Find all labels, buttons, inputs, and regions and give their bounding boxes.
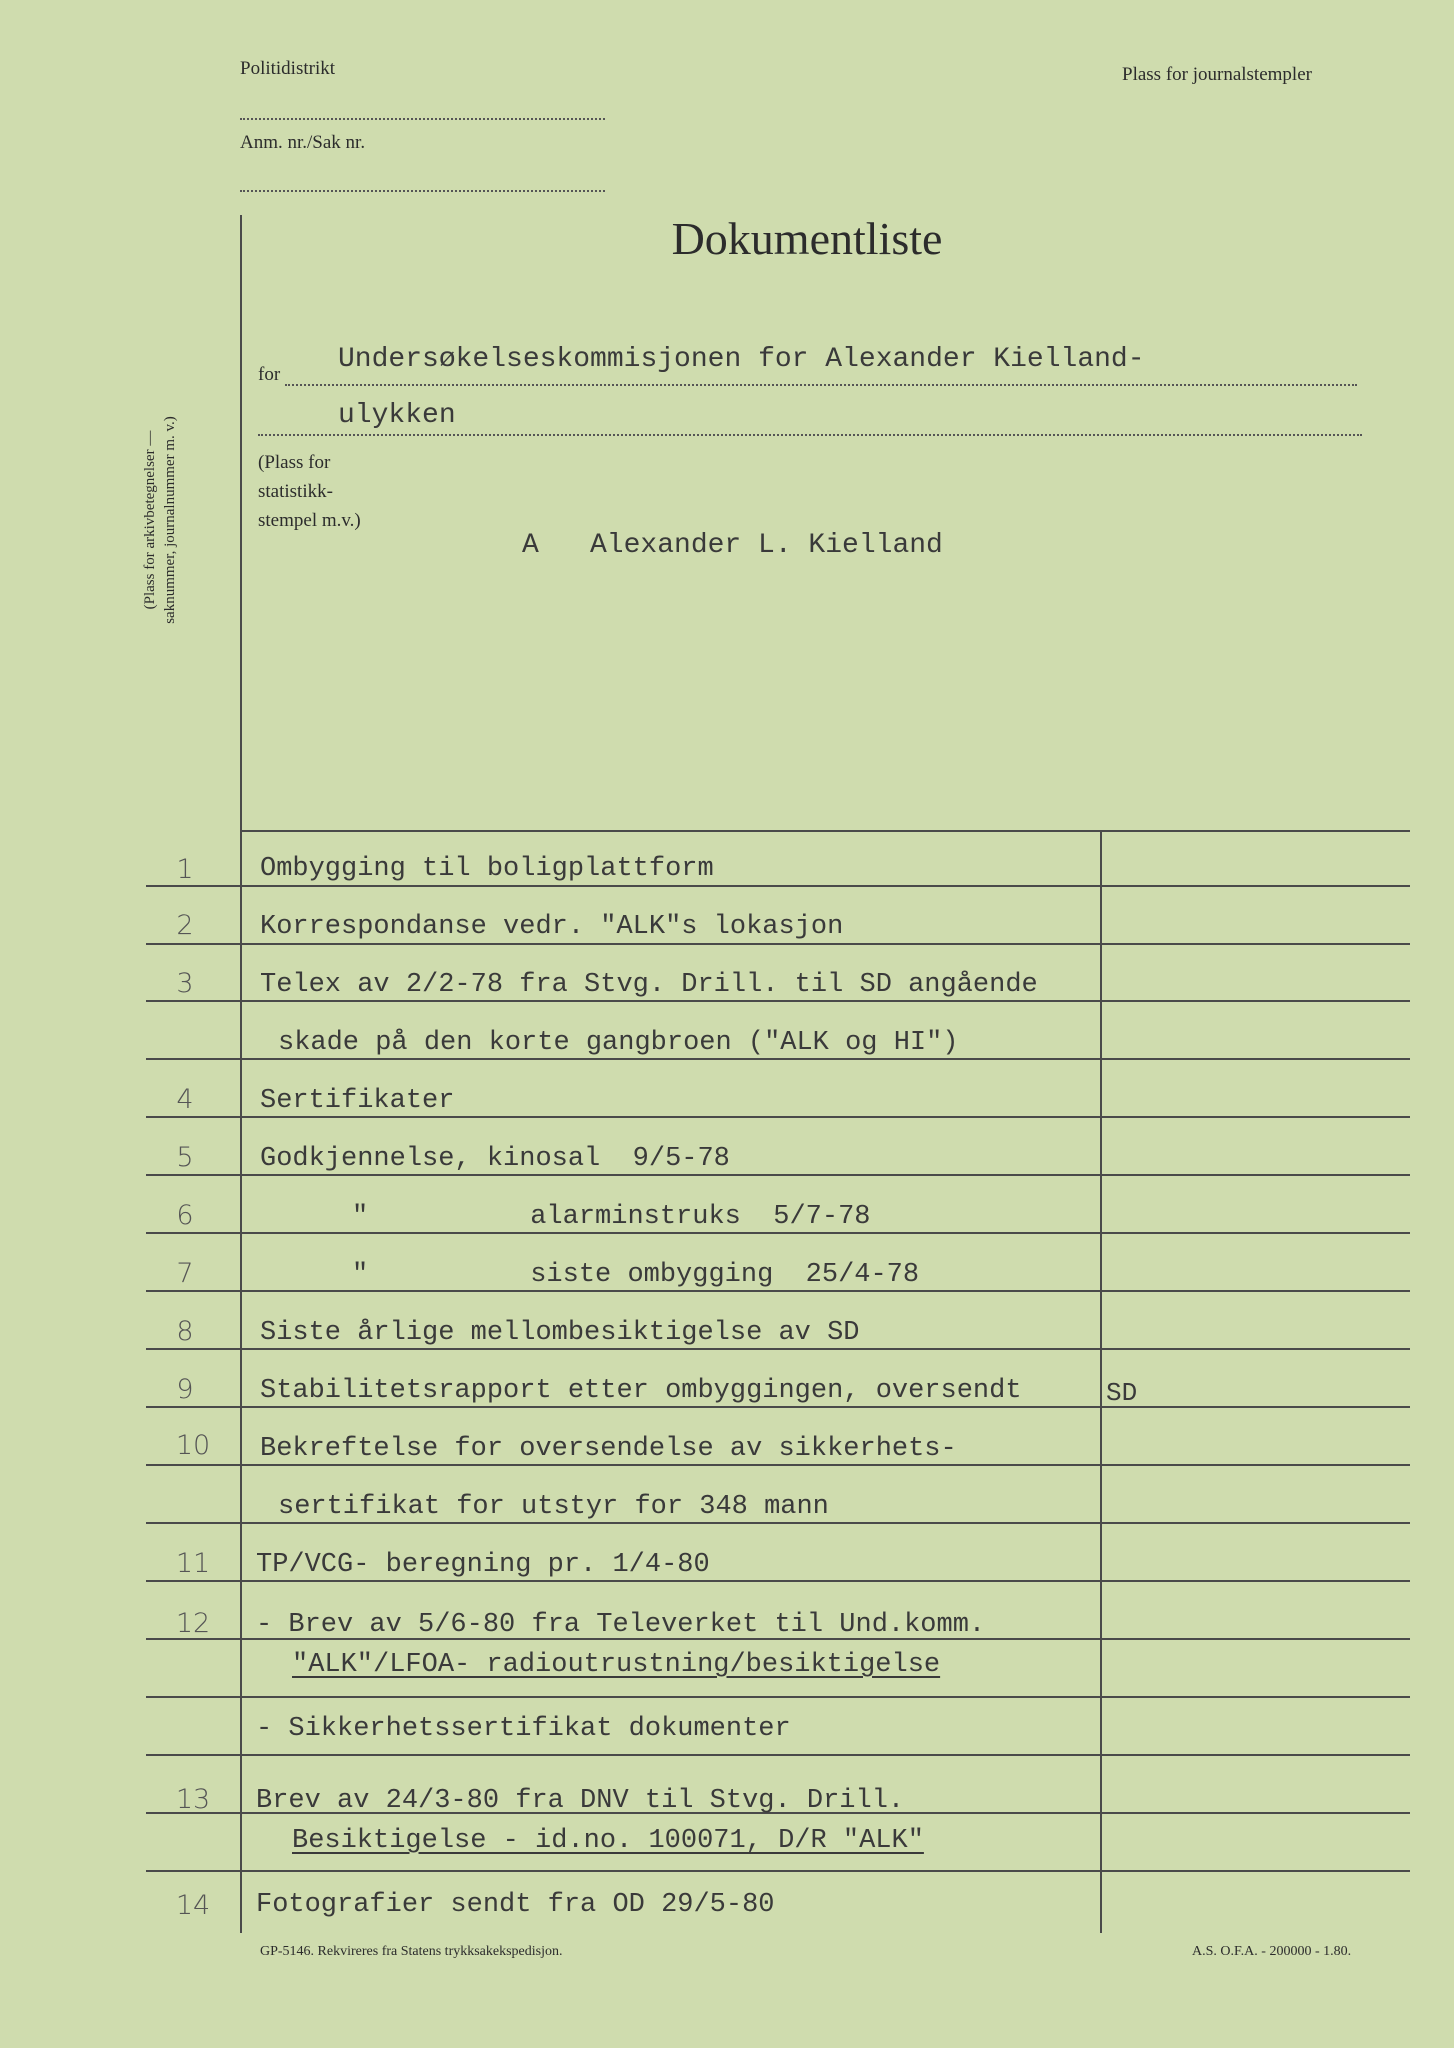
row-separator [146,1000,1410,1002]
subject-code: A [522,530,539,561]
journal-stamp-label: Plass for journalstempler [1122,64,1312,85]
for-text-line1: Undersøkelseskommisjonen for Alexander Kielland- [338,344,1145,375]
row-extra: SD [1106,1378,1138,1408]
row-number: 6 [176,1200,194,1231]
row-text: Bekreftelse for oversendelse av sikkerhets- [260,1434,957,1464]
row-number: 9 [176,1374,194,1405]
row-separator [146,1116,1410,1118]
row-separator [146,1232,1410,1234]
row-number: 3 [176,968,194,999]
row-number: 1 [176,854,194,885]
row-number: 13 [175,1784,211,1815]
anm-sak-label: Anm. nr./Sak nr. [240,132,366,153]
stat-label-line2: statistikk- [258,481,333,502]
row-number: 14 [175,1890,211,1921]
row-text: Korrespondanse vedr. "ALK"s lokasjon [260,912,844,942]
row-number: 12 [175,1608,211,1639]
row-number: 8 [176,1316,194,1347]
row-text: TP/VCG- beregning pr. 1/4-80 [256,1550,710,1580]
row-number: 2 [176,910,194,941]
row-separator [146,1406,1410,1408]
row-separator [146,1464,1410,1466]
subject-name: Alexander L. Kielland [590,530,943,561]
for-line-2 [258,434,1362,436]
table-right-column-line [1100,830,1102,1933]
row-text: Fotografier sendt fra OD 29/5-80 [256,1890,775,1920]
row-text: Godkjennelse, kinosal 9/5-78 [260,1144,730,1174]
footer-print-note: GP-5146. Rekvireres fra Statens trykksakekspedisjon. [260,1944,563,1959]
row-text: Brev av 24/3-80 fra DNV til Stvg. Drill. [256,1786,905,1816]
row-separator [146,1696,1410,1698]
row-number: 4 [176,1084,194,1115]
row-text: Stabilitetsrapport etter ombyggingen, oversendt [260,1376,1022,1406]
row-text: - Sikkerhetssertifikat dokumenter [256,1714,791,1744]
stat-label-line1: (Plass for [258,452,331,473]
page-title: Dokumentliste [671,213,943,264]
row-separator [146,1522,1410,1524]
politidistrikt-label: Politidistrikt [240,58,336,79]
row-separator [146,1870,1410,1872]
row-separator [146,1348,1410,1350]
row-text: Siste årlige mellombesiktigelse av SD [260,1318,860,1348]
archive-side-label-line1: (Plass for arkivbetegnelser — [142,430,158,610]
row-number: 10 [175,1430,211,1461]
row-text: - Brev av 5/6-80 fra Televerket til Und.komm. [256,1610,986,1640]
row-separator [146,885,1410,887]
table-top-rule [240,830,1410,832]
row-separator [146,1754,1410,1756]
row-text: " alarminstruks 5/7-78 [352,1202,871,1232]
row-text: Sertifikater [260,1086,455,1116]
row-number: 11 [175,1548,211,1579]
anm-sak-line [240,190,605,192]
row-text: Ombygging til boligplattform [260,854,714,884]
row-text: skade på den korte gangbroen ("ALK og HI") [278,1028,959,1058]
row-number: 7 [176,1258,194,1289]
row-text: Telex av 2/2-78 fra Stvg. Drill. til SD angående [260,970,1038,1000]
row-separator [146,1058,1410,1060]
left-margin-line [240,215,242,1933]
row-number: 5 [176,1142,194,1173]
footer-printer-code: A.S. O.F.A. - 200000 - 1.80. [1192,1944,1352,1959]
row-separator [146,1174,1410,1176]
politidistrikt-line [240,118,605,120]
for-line-1 [285,384,1357,386]
row-separator [146,1580,1410,1582]
row-text: sertifikat for utstyr for 348 mann [278,1492,829,1522]
statistics-stamp-label [258,448,361,535]
archive-side-label-line2: saknummer, journalnummer m. v.) [162,416,178,624]
row-text: " siste ombygging 25/4-78 [352,1260,920,1290]
row-separator [146,1290,1410,1292]
for-text-line2: ulykken [338,400,456,431]
for-label: for [258,364,281,385]
stat-label-line3: stempel m.v.) [258,510,361,531]
row-text: Besiktigelse - id.no. 100071, D/R "ALK" [292,1826,924,1856]
row-text: "ALK"/LFOA- radioutrustning/besiktigelse [292,1650,941,1680]
row-separator [146,943,1410,945]
